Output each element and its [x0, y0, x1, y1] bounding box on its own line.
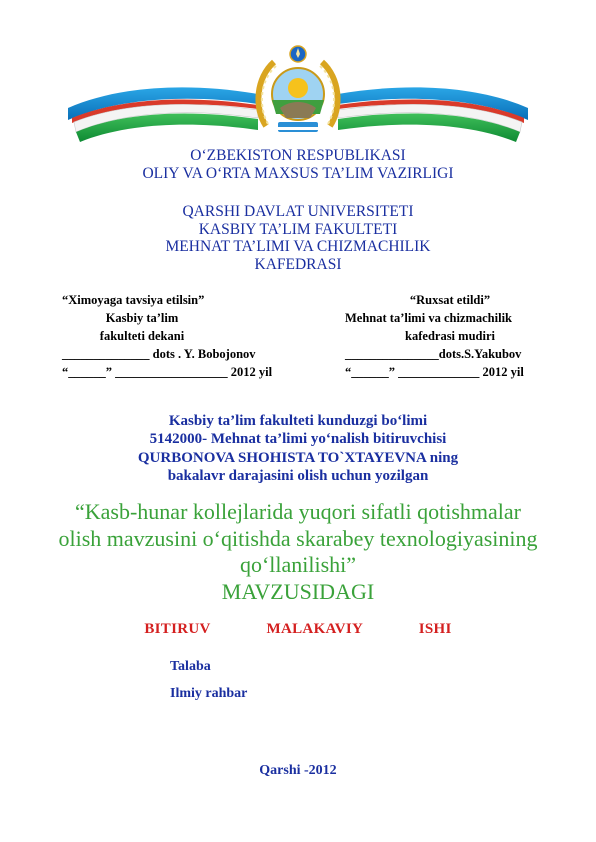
specialty: 5142000- Mehnat ta’limi yo‘nalish bitiruvchisi — [149, 431, 447, 448]
flag-ribbon-right — [338, 87, 528, 142]
approval-title: “Ximoyaga tavsiya etilsin” — [62, 293, 205, 307]
university-heading — [0, 203, 596, 273]
emblem-seal — [258, 46, 337, 132]
head-signature-line: _______________dots.S.Yakubov — [345, 347, 522, 361]
approval-block-right — [345, 291, 555, 381]
work-type: BITIRUV MALAKAVIY ISHI — [144, 621, 452, 637]
student-label: Talaba — [170, 659, 211, 674]
date-line: “______” _____________ 2012 yil — [345, 365, 524, 379]
university-name: QARSHI DAVLAT UNIVERSITETI — [182, 203, 414, 220]
city-year: Qarshi -2012 — [259, 763, 337, 778]
thesis-topic — [0, 499, 596, 605]
approval-block-left — [62, 291, 307, 381]
department-label: Mehnat ta’limi va chizmachilik — [345, 311, 512, 325]
approval-title: “Ruxsat etildi” — [409, 293, 491, 307]
ministry-heading — [0, 147, 596, 183]
ministry-name: OLIY VA O‘RTA MAXSUS TA’LIM VAZIRLIGI — [142, 165, 454, 182]
date-line: “______” __________________ 2012 yil — [62, 365, 273, 379]
head-label: kafedrasi mudiri — [405, 329, 495, 343]
dean-signature-line: ______________ dots . Y. Bobojonov — [62, 347, 256, 361]
faculty-label: Kasbiy ta’lim — [105, 311, 179, 325]
department-name: MEHNAT TA’LIMI VA CHIZMACHILIK — [165, 238, 431, 255]
faculty-name: KASBIY TA’LIM FAKULTETI — [198, 220, 398, 238]
department-label: KAFEDRASI — [254, 255, 342, 273]
state-emblem-banner — [58, 38, 538, 142]
dean-label: fakulteti dekani — [99, 329, 185, 343]
faculty-section: Kasbiy ta’lim fakulteti kunduzgi bo‘limi — [168, 413, 428, 429]
supervisor-label: Ilmiy rahbar — [170, 686, 248, 701]
topic-line: olish mavzusini o‘qitishda skarabey texnologiyasining — [58, 525, 538, 551]
topic-line: qo‘llanilishi” — [239, 552, 357, 577]
topic-line: “Kasb-hunar kollejlarida yuqori sifatli qotishmalar — [75, 499, 521, 524]
student-info — [0, 412, 596, 485]
topic-suffix: MAVZUSIDAGI — [221, 578, 375, 604]
flag-ribbon-left — [68, 87, 258, 142]
student-name: QURBONOVA SHOHISTA TO`XTAYEVNA ning — [137, 449, 459, 466]
degree-purpose: bakalavr darajasini olish uchun yozilgan — [167, 467, 429, 484]
country-name: O‘ZBEKISTON RESPUBLIKASI — [190, 147, 406, 164]
